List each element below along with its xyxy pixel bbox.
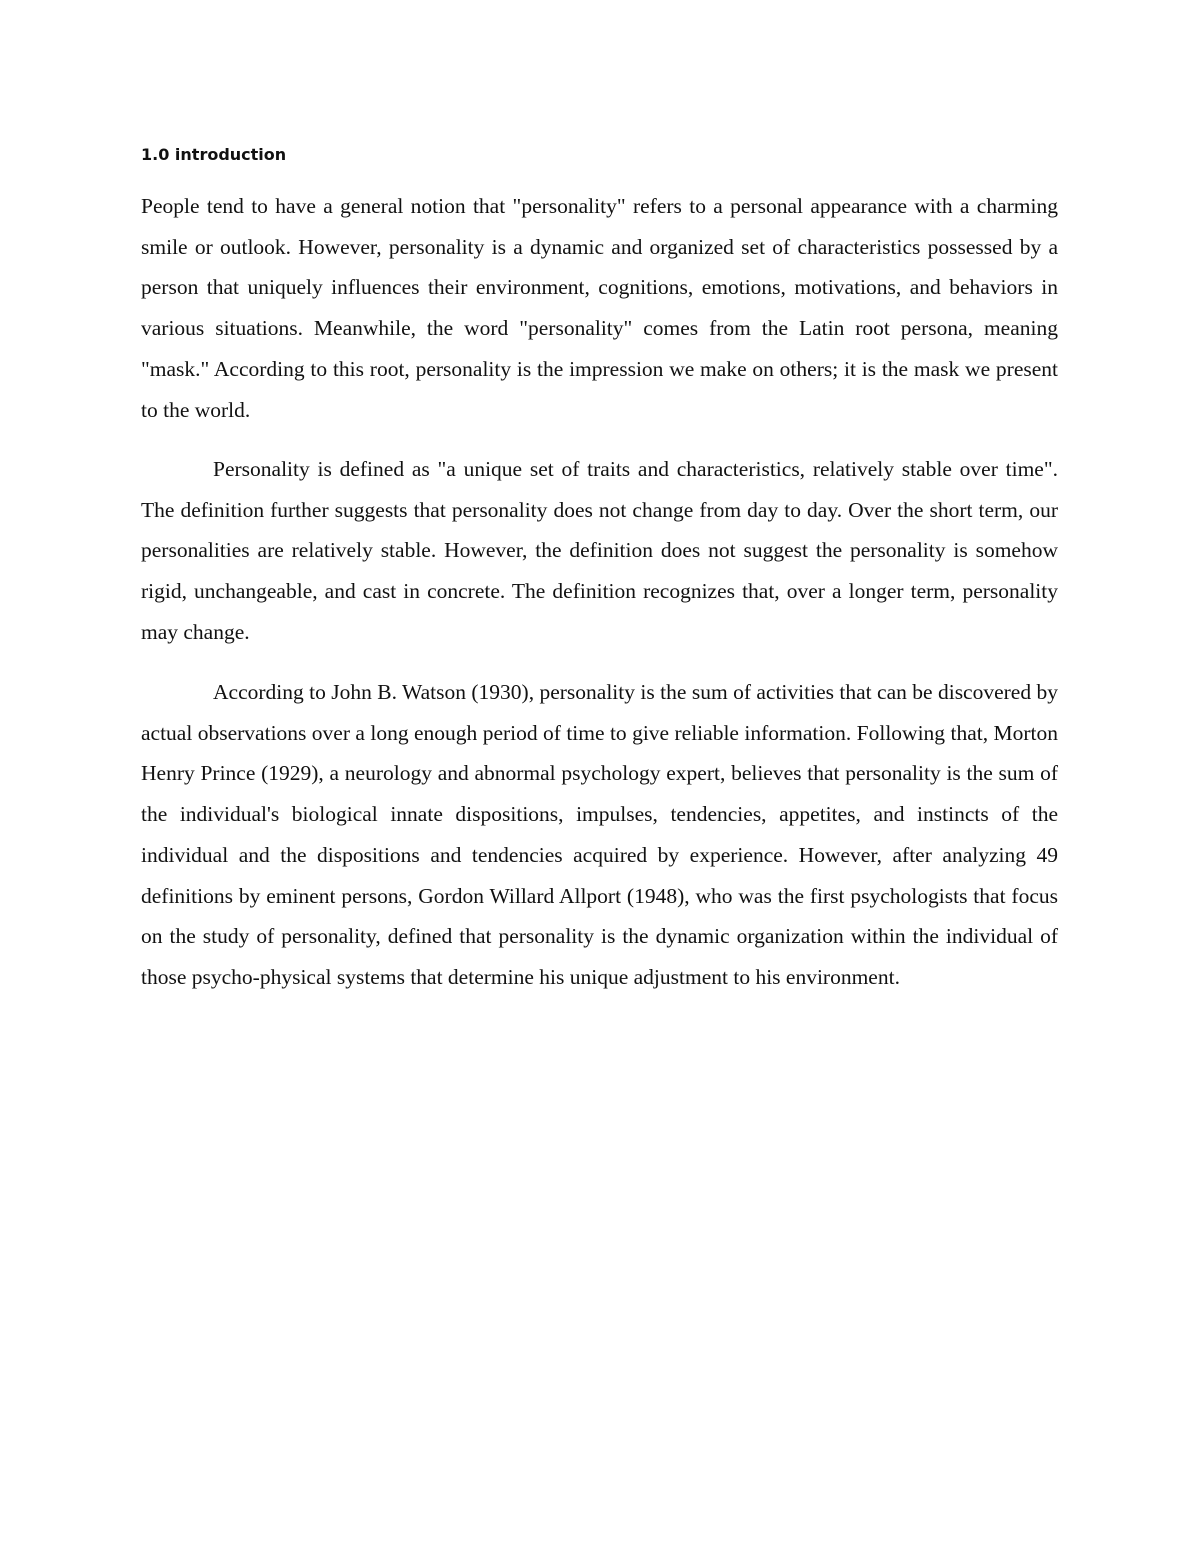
paragraph-personality-definition: Personality is defined as "a unique set of traits and characteristics, relatively stable over time". The definition further suggests that personality does not change from day to day. Over the short term, our personalities are relatively stable. However, the definition does not suggest the personality is somehow rigid, unchangeable, and cast in concrete. The definition recognizes that, over a longer term, personality may change. xyxy=(141,457,1058,644)
section-heading: 1.0 introduction xyxy=(141,145,287,164)
paragraph-personality-notion: People tend to have a general notion that "personality" refers to a personal appearance with a charming smile or outlook. However, personality is a dynamic and organized set of characteristics possessed by a person that uniquely influences their environment, cognitions, emotions, motivations, and behaviors in various situations. Meanwhile, the word "personality" comes from the Latin root persona, meaning "mask." According to this root, personality is the impression we make on others; it is the mask we present to the world. xyxy=(141,194,1058,422)
paragraph-personality-theorists: According to John B. Watson (1930), personality is the sum of activities that can be discovered by actual observations over a long enough period of time to give reliable information. Following that, Morton Henry Prince (1929), a neurology and abnormal psychology expert, believes that personality is the sum of the individual's biological innate dispositions, impulses, tendencies, appetites, and instincts of the individual and the dispositions and tendencies acquired by experience. However, after analyzing 49 definitions by eminent persons, Gordon Willard Allport (1948), who was the first psychologists that focus on the study of personality, defined that personality is the dynamic organization within the individual of those psycho-physical systems that determine his unique adjustment to his environment. xyxy=(141,680,1058,989)
